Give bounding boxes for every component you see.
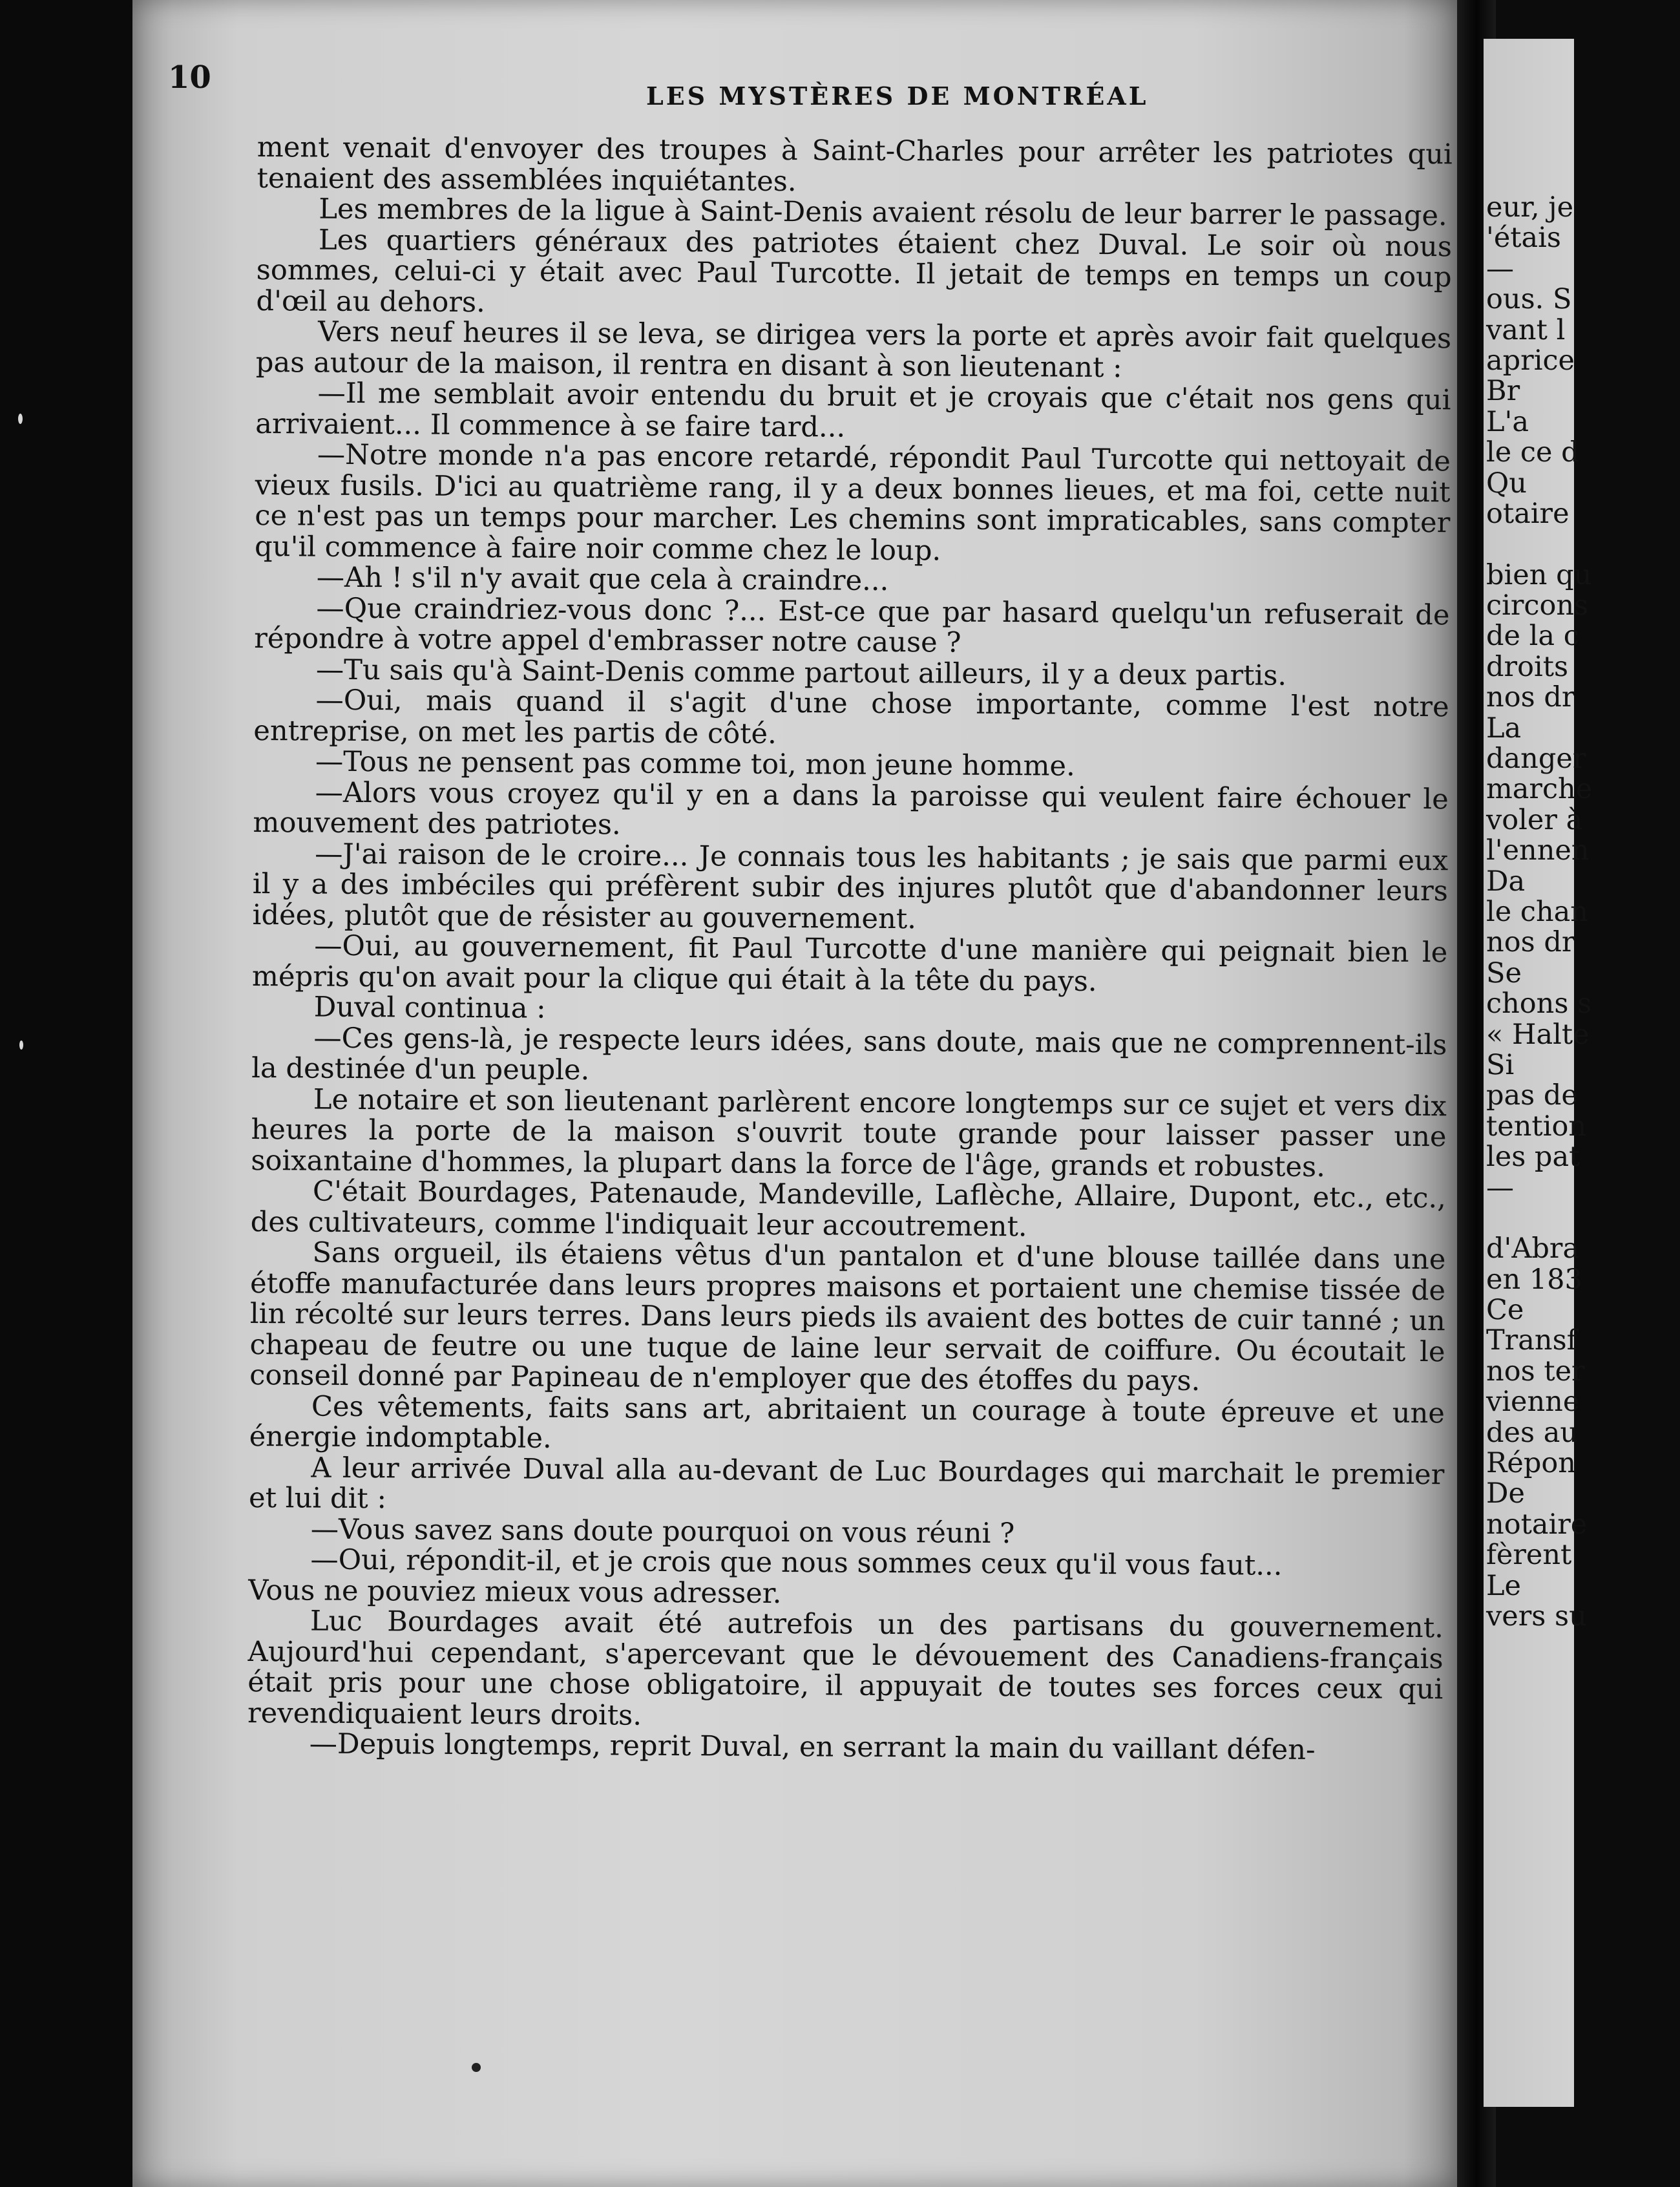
facing-page-line: marche — [1486, 773, 1593, 806]
scan-speck — [18, 414, 23, 424]
facing-page-line: nos dr — [1486, 681, 1575, 714]
facing-page-line: — — [1486, 252, 1514, 285]
facing-page-line: de la c — [1486, 620, 1579, 653]
facing-page-line: L'a — [1486, 405, 1529, 438]
paragraph: —Oui, mais quand il s'agit d'une chose importante, comme l'est notre entreprise, on met les partis de côté. — [253, 684, 1449, 750]
paragraph: Les quartiers généraux des patriotes étaient chez Duval. Le soir où nous sommes, celui-ci y était avec Paul Turcotte. Il jetait de temps en temps un coup d'œil au dehors. — [256, 224, 1453, 319]
facing-page-line: 'étais — [1486, 222, 1562, 255]
paragraph: —Tu sais qu'à Saint-Denis comme partout ailleurs, il y a deux partis. — [315, 653, 1287, 692]
facing-page-line: Ce — [1486, 1294, 1524, 1327]
facing-page-line: aprice — [1486, 344, 1575, 377]
paragraph: —J'ai raison de le croire... Je connais tous les habitants ; je sais que parmi eux il y a des imbéciles qui préfèrent subir des injures plutôt que d'abandonner leurs idées, plutôt que de résister au gouvernement. — [252, 838, 1449, 935]
paragraph: —Depuis longtemps, reprit Duval, en serrant la main du vaillant défen- — [309, 1727, 1316, 1767]
paragraph: —Ces gens-là, je respecte leurs idées, sans doute, mais que ne comprennent-ils la destinée d'un peuple. — [251, 1022, 1447, 1087]
facing-page-line: Da — [1486, 865, 1526, 898]
paragraph: —Que craindriez-vous donc ?... Est-ce que par hasard quelqu'un refuserait de répondre à votre appel d'embrasser notre cause ? — [254, 592, 1450, 659]
paragraph: ment venait d'envoyer des troupes à Saint-Charles pour arrêter les patriotes qui tenaient des assemblées inquiétantes. — [257, 131, 1453, 198]
facing-page-line: Qu — [1486, 467, 1527, 500]
paragraph: Les membres de la ligue à Saint-Denis avaient résolu de leur barrer le passage. — [319, 193, 1447, 233]
facing-page-line: droits — [1486, 650, 1569, 683]
scan-margin — [0, 0, 132, 2187]
facing-page-line: De — [1486, 1477, 1525, 1510]
paragraph: Le notaire et son lieutenant parlèrent encore longtemps sur ce sujet et vers dix heures la porte de la maison s'ouvrit toute grande pour laisser passer une soixantaine d'hommes, la plupart dans la force de l'âge, grands et robustes. — [251, 1083, 1447, 1183]
paragraph: Ces vêtements, faits sans art, abritaient un courage à toute épreuve et une énergie indomptable. — [249, 1390, 1445, 1455]
paragraph: —Alors vous croyez qu'il y en a dans la paroisse qui veulent faire échouer le mouvement des patriotes. — [253, 776, 1449, 841]
facing-page-line: — — [1486, 1171, 1514, 1204]
facing-page-line: circons — [1486, 589, 1589, 622]
facing-page-line: fèrent — [1486, 1539, 1572, 1572]
facing-page-line: vers su — [1486, 1600, 1587, 1632]
facing-page-line: otaire — [1486, 497, 1570, 530]
facing-page-line: Le — [1486, 1569, 1522, 1602]
facing-page-line: vant l — [1486, 313, 1566, 346]
facing-page-line: nos dr — [1486, 926, 1575, 959]
facing-page-line: Si — [1486, 1048, 1515, 1081]
paragraph: Duval continua : — [313, 991, 546, 1025]
facing-page-line: Se — [1486, 956, 1522, 989]
paragraph: —Ah ! s'il n'y avait que cela à craindre... — [316, 561, 889, 597]
facing-page-line — [1486, 529, 1680, 560]
facing-page-line: l'ennen — [1486, 834, 1590, 867]
facing-page-line: chons s — [1486, 988, 1592, 1020]
facing-page-line: le chan — [1486, 895, 1588, 928]
facing-page-line: ous. S — [1486, 283, 1572, 316]
facing-page-line: vienne — [1486, 1386, 1580, 1419]
facing-page-line: voler à — [1486, 803, 1583, 836]
paragraph: Vers neuf heures il se leva, se dirigea vers la porte et après avoir fait quelques pas autour de la maison, il rentra en disant à son lieutenant : — [255, 315, 1452, 384]
facing-page-line: le ce d — [1486, 436, 1579, 469]
facing-page-line: bien qu — [1486, 558, 1592, 591]
facing-page-line: Br — [1486, 375, 1520, 408]
paragraph: A leur arrivée Duval alla au-devant de Luc Bourdages qui marchait le premier et lui dit : — [248, 1452, 1445, 1516]
facing-page-line: d'Abra — [1486, 1232, 1580, 1265]
scan-speck — [19, 1041, 23, 1050]
paragraph: C'était Bourdages, Patenaude, Mandeville, Laflèche, Allaire, Dupont, etc., etc., des cultivateurs, comme l'indiquait leur accoutrement. — [250, 1175, 1447, 1243]
ink-spot — [472, 2063, 481, 2072]
facing-page-line: notaire — [1486, 1508, 1588, 1541]
facing-page-line — [1486, 1203, 1680, 1234]
paragraph: Sans orgueil, ils étaiens vêtus d'un pantalon et d'une blouse taillée dans une étoffe manufacturée dans leurs propres maisons et portaient une chemise tissée de lin récolté sur leurs terres. Dans leurs pieds ils avaient des bottes de cuir tanné ; un chapeau de feutre ou une tuque de laine leur servait de coiffure. Ou écoutait le conseil donné par Papineau de n'employer que des étoffes du pays. — [249, 1236, 1446, 1397]
paragraph: —Il me semblait avoir entendu du bruit et je croyais que c'était nos gens qui arrivaient... Il commence à se faire tard... — [255, 377, 1451, 444]
body-text — [247, 132, 1453, 1767]
facing-page-line: eur, je — [1486, 191, 1574, 224]
facing-page-line: en 183 — [1486, 1263, 1582, 1296]
paragraph: —Tous ne pensent pas comme toi, mon jeune homme. — [315, 745, 1075, 783]
facing-page-line: nos ter — [1486, 1355, 1585, 1388]
facing-page-line: Transf — [1486, 1324, 1577, 1357]
facing-page-line: danger — [1486, 743, 1586, 776]
facing-page-line: Répon — [1486, 1447, 1576, 1480]
paragraph: —Vous savez sans doute pourquoi on vous réuni ? — [310, 1513, 1015, 1550]
paragraph: Luc Bourdages avait été autrefois un des partisans du gouvernement. Aujourd'hui cependant, s'apercevant que le dévouement des Canadiens-français était pris pour une chose obligatoire, il appuyait de toutes ses forces ceux qui revendiquaient leurs droits. — [247, 1605, 1444, 1732]
facing-page-line: des au — [1486, 1416, 1579, 1449]
paragraph: —Oui, répondit-il, et je crois que nous sommes ceux qu'il vous faut... — [310, 1543, 1283, 1582]
running-head: LES MYSTÈRES DE MONTRÉAL — [646, 81, 1149, 111]
facing-page-line: « Halte — [1486, 1018, 1590, 1051]
paragraph: Vous ne pouviez mieux vous adresser. — [248, 1574, 782, 1610]
paragraph: —Notre monde n'a pas encore retardé, répondit Paul Turcotte qui nettoyait de vieux fusils. D'ici au quatrième rang, il y a deux bonnes lieues, et ma foi, cette nuit ce n'est pas un temps pour marcher. Les chemins sont impraticables, sans compter qu'il commence à faire noir comme chez le loup. — [254, 438, 1451, 567]
facing-page — [1484, 39, 1593, 2107]
facing-page-line: La — [1486, 712, 1522, 745]
facing-page-line: tention — [1486, 1110, 1587, 1143]
page-number: 10 — [168, 59, 211, 96]
facing-page-line: pas de — [1486, 1079, 1578, 1112]
facing-page-line: les pat — [1486, 1141, 1580, 1174]
paragraph: —Oui, au gouvernement, fit Paul Turcotte d'une manière qui peignait bien le mépris qu'on avait pour la clique qui était à la tête du pays. — [251, 929, 1448, 998]
facing-page-text — [1486, 193, 1680, 1632]
